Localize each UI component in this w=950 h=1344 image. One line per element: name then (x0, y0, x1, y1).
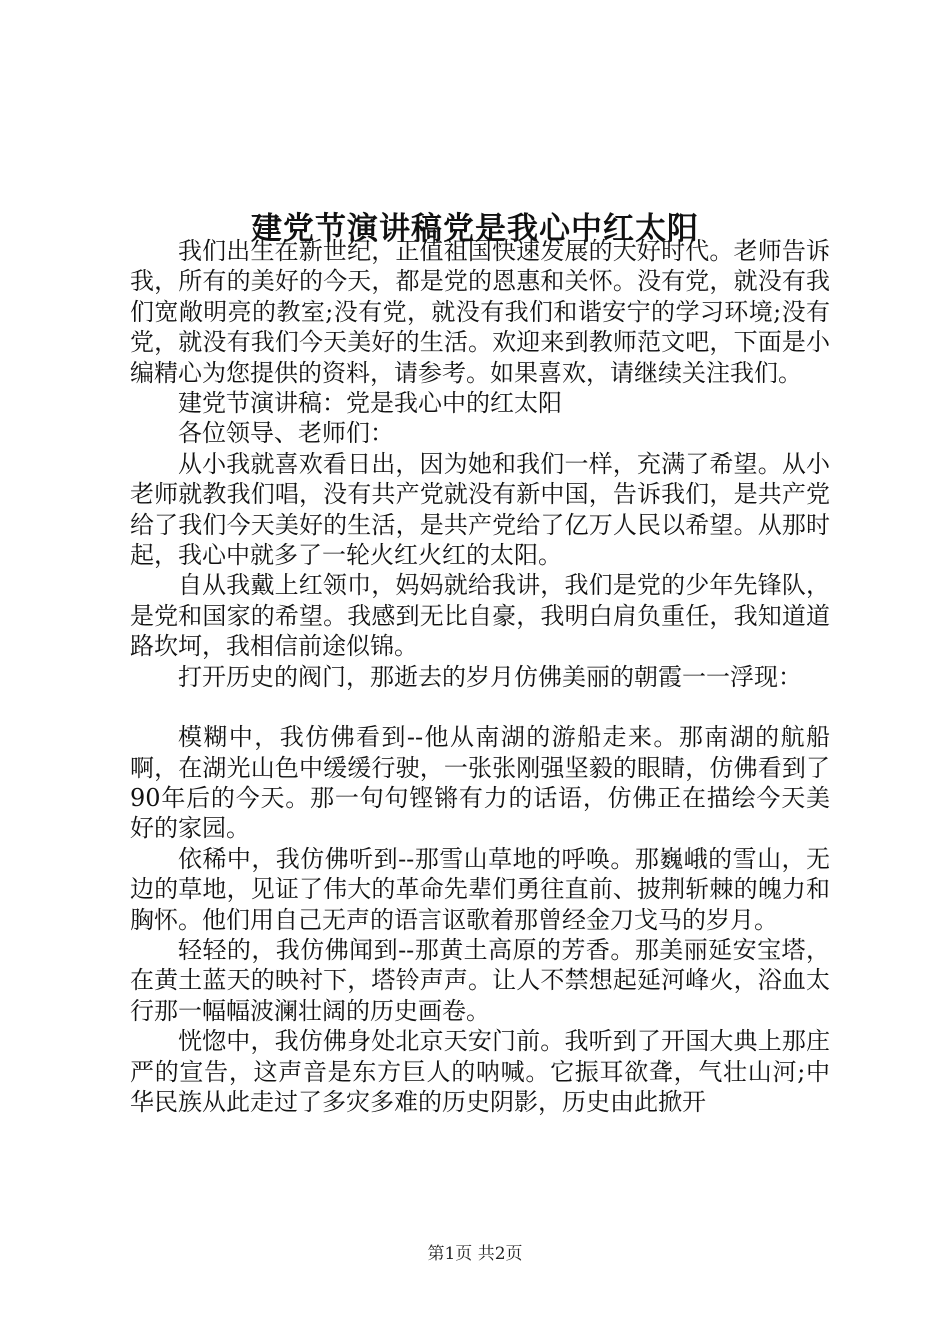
paragraph-red-scarf: 自从我戴上红领巾，妈妈就给我讲，我们是党的少年先锋队，是党和国家的希望。我感到无比自豪，我明白肩负重任，我知道道路坎坷，我相信前途似锦。 (130, 571, 830, 661)
paragraph-loess-plateau: 轻轻的，我仿佛闻到--那黄土高原的芳香。那美丽延安宝塔，在黄土蓝天的映衬下，塔铃声声。让人不禁想起延河峰火，浴血太行那一幅幅波澜壮阔的历史画卷。 (130, 935, 830, 1025)
page-number-footer: 第1页 共2页 (427, 1244, 523, 1264)
document-body (130, 236, 830, 1117)
paragraph-tiananmen: 恍惚中，我仿佛身处北京天安门前。我听到了开国大典上那庄严的宣告，这声音是东方巨人的呐喊。它振耳欲聋，气壮山河;中华民族从此走过了多灾多难的历史阴影，历史由此掀开 (130, 1027, 830, 1116)
document-title: 建党节演讲稿党是我心中红太阳 (251, 210, 699, 247)
paragraph-salutation: 各位领导、老师们： (178, 419, 394, 448)
paragraph-intro: 我们出生在新世纪，正值祖国快速发展的大好时代。老师告诉我，所有的美好的今天，都是党的恩惠和关怀。没有党，就没有我们宽敞明亮的教室;没有党，就没有我们和谐安宁的学习环境;没有党，就没有我们今天美好的生活。欢迎来到教师范文吧，下面是小编精心为您提供的资料，请参考。如果喜欢，请继续关注我们。 (130, 237, 830, 387)
paragraph-speech-title: 建党节演讲稿：党是我心中的红太阳 (178, 389, 562, 418)
paragraph-history-gate: 打开历史的阀门，那逝去的岁月仿佛美丽的朝霞一一浮现： (178, 662, 802, 691)
paragraph-sunrise: 从小我就喜欢看日出，因为她和我们一样，充满了希望。从小老师就教我们唱，没有共产党就没有新中国，告诉我们，是共产党给了我们今天美好的生活，是共产党给了亿万人民以希望。从那时起，我心中就多了一轮火红火红的太阳。 (130, 449, 830, 570)
paragraph-south-lake: 模糊中，我仿佛看到--他从南湖的游船走来。那南湖的航船啊，在湖光山色中缓缓行驶，一张张刚强坚毅的眼睛，仿佛看到了90年后的今天。那一句句铿锵有力的话语，仿佛正在描绘今天美好的家园。 (130, 723, 830, 843)
paragraph-snow-mountain: 依稀中，我仿佛听到--那雪山草地的呼唤。那巍峨的雪山，无边的草地，见证了伟大的革命先辈们勇往直前、披荆斩棘的魄力和胸怀。他们用自己无声的语言讴歌着那曾经金刀戈马的岁月。 (130, 844, 830, 934)
